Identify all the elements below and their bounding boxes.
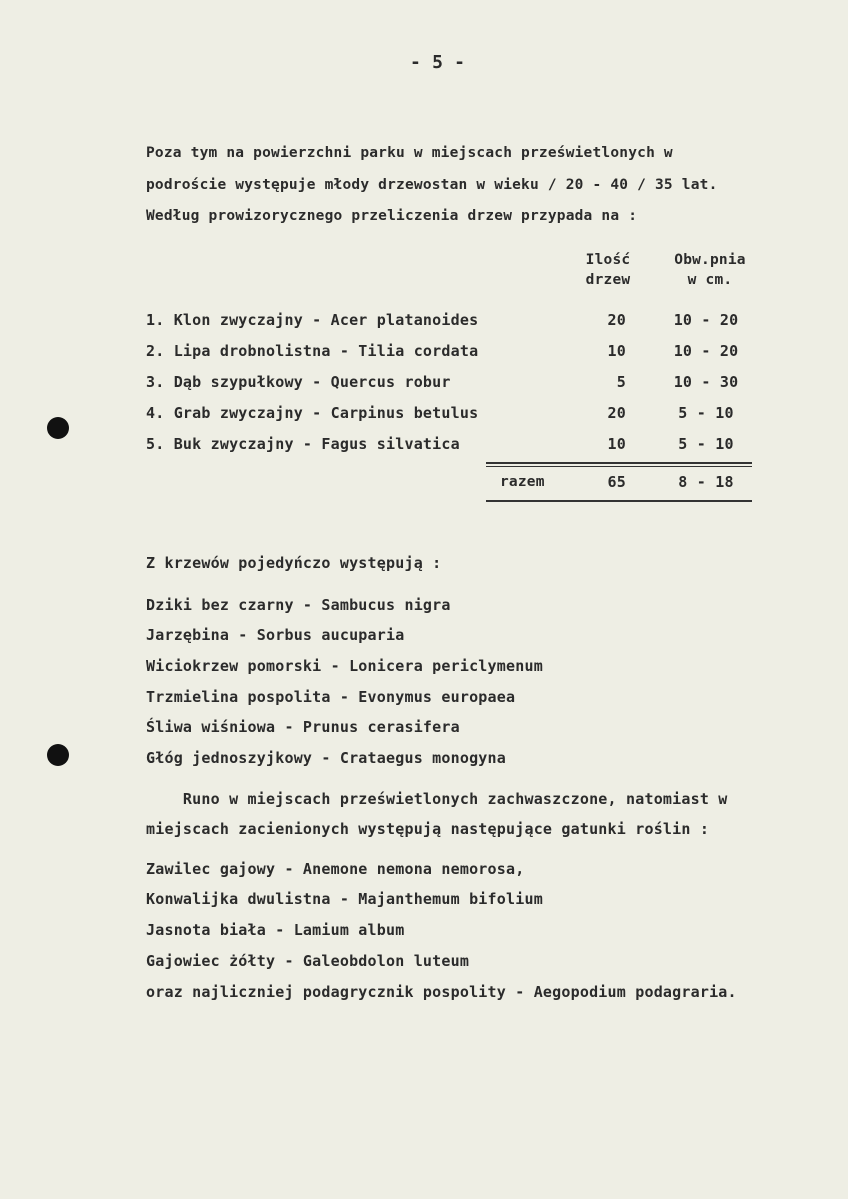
shrub-item: Wiciokrzew pomorski - Lonicera periclymenum	[146, 657, 543, 675]
table-rule-bottom	[486, 500, 752, 502]
table-row-range: 5 - 10	[678, 435, 734, 453]
table-row-range: 5 - 10	[678, 404, 734, 422]
intro-line: Poza tym na powierzchni parku w miejscach prześwietlonych w	[146, 145, 673, 161]
table-total-range: 8 - 18	[678, 473, 734, 491]
shrub-item: Głóg jednoszyjkowy - Crataegus monogyna	[146, 749, 506, 767]
table-row-range: 10 - 20	[673, 311, 739, 329]
shrubs-heading: Z krzewów pojedyńczo występują :	[146, 554, 442, 572]
plant-item: Gajowiec żółty - Galeobdolon luteum	[146, 952, 470, 970]
plant-item: Jasnota biała - Lamium album	[146, 921, 405, 939]
table-row-name: 5. Buk zwyczajny - Fagus silvatica	[146, 435, 460, 453]
header-circ-line: w cm.	[687, 272, 733, 288]
shrub-item: Śliwa wiśniowa - Prunus cerasifera	[146, 718, 460, 736]
header-circ-line: Obw.pnia	[674, 252, 746, 268]
intro-line: Według prowizorycznego przeliczenia drzew przypada na :	[146, 208, 638, 224]
plant-item: Konwalijka dwulistna - Majanthemum bifolium	[146, 890, 543, 908]
binder-hole	[47, 417, 69, 439]
table-rule-top-second	[486, 466, 752, 467]
plant-item: Zawilec gajowy - Anemone nemona nemorosa,	[146, 860, 525, 878]
header-count-line: Ilość	[585, 252, 631, 268]
shrub-item: Dziki bez czarny - Sambucus nigra	[146, 596, 451, 614]
shrub-item: Jarzębina - Sorbus aucuparia	[146, 626, 405, 644]
table-total-count: 65	[607, 473, 626, 491]
paragraph-line: miejscach zacienionych występują następujące gatunki roślin :	[146, 820, 710, 838]
intro-line: podroście występuje młody drzewostan w wieku / 20 - 40 / 35 lat.	[146, 177, 718, 193]
paragraph-line: Runo w miejscach prześwietlonych zachwaszczone, natomiast w	[146, 790, 728, 808]
binder-hole	[47, 744, 69, 766]
table-row-count: 5	[616, 373, 626, 391]
shrub-item: Trzmielina pospolita - Evonymus europaea	[146, 688, 516, 706]
table-header-circumference	[660, 250, 760, 290]
table-row-count: 10	[607, 342, 626, 360]
header-count-line: drzew	[585, 272, 631, 288]
table-row-count: 10	[607, 435, 626, 453]
table-rule-top	[486, 462, 752, 464]
table-row-count: 20	[607, 404, 626, 422]
table-header-count	[578, 250, 638, 290]
table-row-count: 20	[607, 311, 626, 329]
table-row-name: 4. Grab zwyczajny - Carpinus betulus	[146, 404, 479, 422]
table-row-range: 10 - 20	[673, 342, 739, 360]
table-row-name: 1. Klon zwyczajny - Acer platanoides	[146, 311, 479, 329]
page-number: - 5 -	[410, 52, 466, 73]
table-row-name: 3. Dąb szypułkowy - Quercus robur	[146, 373, 451, 391]
table-row-name: 2. Lipa drobnolistna - Tilia cordata	[146, 342, 479, 360]
table-row-range: 10 - 30	[673, 373, 739, 391]
table-total-label: razem	[500, 474, 545, 490]
plant-item: oraz najliczniej podagrycznik pospolity - Aegopodium podagraria.	[146, 983, 737, 1001]
